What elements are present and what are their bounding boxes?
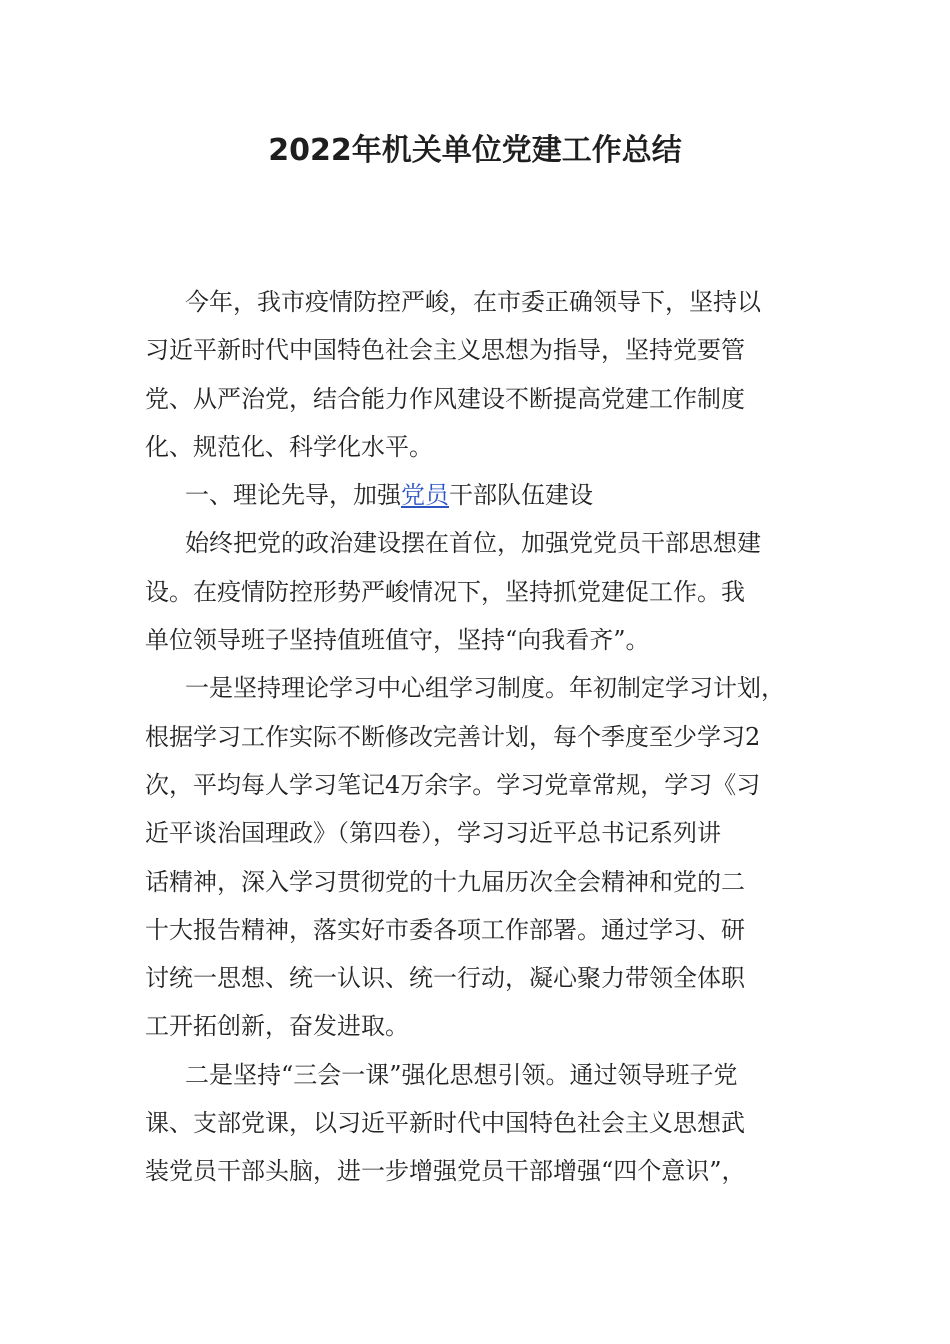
paragraph-3-line-6: 十大报告精神，落实好市委各项工作部署。通过学习、研	[145, 915, 745, 944]
paragraph-4-line-3: 装党员干部头脑，进一步增强党员干部增强“四个意识”，	[145, 1157, 746, 1186]
paragraph-4-line-1: 二是坚持“三会一课”强化思想引领。通过领导班子党	[185, 1060, 738, 1089]
section-heading-text-before: 一、理论先导，加强	[185, 481, 401, 510]
paragraph-1-line-4: 化、规范化、科学化水平。	[145, 432, 433, 461]
paragraph-2-line-3: 单位领导班子坚持值班值守，坚持“向我看齐”。	[145, 626, 650, 655]
paragraph-3-line-8: 工开拓创新，奋发进取。	[145, 1012, 409, 1041]
document-title: 2022年机关单位党建工作总结	[268, 133, 682, 168]
party-member-link[interactable]: 党员	[401, 481, 449, 510]
paragraph-1-line-1: 今年，我市疫情防控严峻，在市委正确领导下，坚持以	[185, 288, 761, 316]
section-heading-1	[145, 471, 815, 519]
section-heading-text-after: 干部队伍建设	[449, 481, 593, 510]
paragraph-3-line-7: 讨统一思想、统一认识、统一行动，凝心聚力带领全体职	[145, 964, 745, 993]
document-body	[145, 278, 815, 1196]
paragraph-4-line-2: 课、支部党课，以习近平新时代中国特色社会主义思想武	[145, 1109, 745, 1138]
paragraph-3-line-3: 次，平均每人学习笔记4万余字。学习党章常规，学习《习	[145, 770, 761, 799]
paragraph-2-line-2: 设。在疫情防控形势严峻情况下，坚持抓党建促工作。我	[145, 577, 745, 606]
paragraph-1-line-3: 党、从严治党，结合能力作风建设不断提高党建工作制度	[145, 384, 745, 413]
paragraph-3-line-1: 一是坚持理论学习中心组学习制度。年初制定学习计划，	[185, 674, 785, 703]
paragraph-1-line-2: 习近平新时代中国特色社会主义思想为指导，坚持党要管	[145, 336, 745, 365]
paragraph-3-line-4: 近平谈治国理政》（第四卷），学习习近平总书记系列讲	[145, 819, 721, 848]
paragraph-3-line-2: 根据学习工作实际不断修改完善计划，每个季度至少学习2	[145, 722, 761, 751]
paragraph-3-line-5: 话精神，深入学习贯彻党的十九届历次全会精神和党的二	[145, 867, 745, 896]
paragraph-2-line-1: 始终把党的政治建设摆在首位，加强党党员干部思想建	[185, 529, 761, 558]
